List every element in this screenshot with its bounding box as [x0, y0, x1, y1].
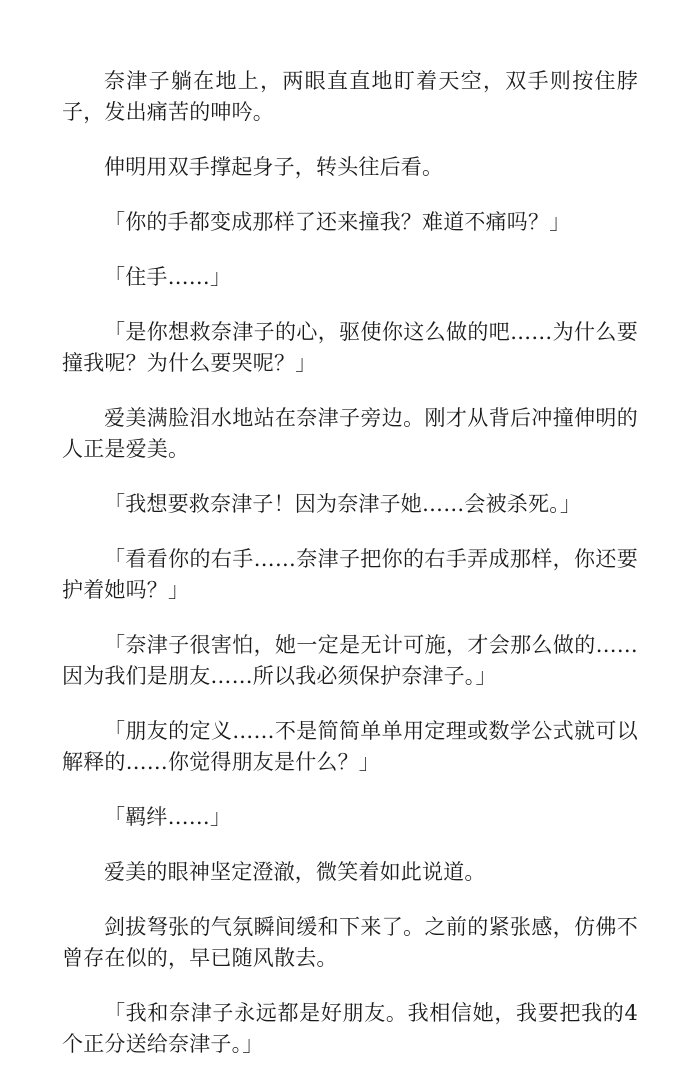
document-page — [62, 66, 638, 1084]
paragraph-8: 「看看你的右手……奈津子把你的右手弄成那样，你还要护着她吗？」 — [62, 547, 638, 602]
paragraph-6: 爱美满脸泪水地站在奈津子旁边。刚才从背后冲撞伸明的人正是爱美。 — [62, 406, 638, 461]
paragraph-11: 「羁绊……」 — [104, 805, 232, 829]
paragraph-10: 「朋友的定义……不是简简单单用定理或数学公式就可以解释的……你觉得朋友是什么？」 — [62, 719, 638, 774]
paragraph-4: 「住手……」 — [104, 265, 232, 289]
paragraph-3: 「你的手都变成那样了还来撞我？难道不痛吗？」 — [104, 210, 571, 234]
paragraph-7: 「我想要救奈津子！因为奈津子她……会被杀死。」 — [104, 492, 582, 516]
paragraph-9: 「奈津子很害怕，她一定是无计可施，才会那么做的……因为我们是朋友……所以我必须保护奈津子。」 — [62, 633, 638, 688]
paragraph-1: 奈津子躺在地上，两眼直直地盯着天空，双手则按住脖子，发出痛苦的呻吟。 — [62, 69, 638, 124]
paragraph-5: 「是你想救奈津子的心，驱使你这么做的吧……为什么要撞我呢？为什么要哭呢？」 — [62, 320, 638, 375]
paragraph-2: 伸明用双手撑起身子，转头往后看。 — [104, 155, 444, 179]
paragraph-14: 「我和奈津子永远都是好朋友。我相信她，我要把我的4个正分送给奈津子。」 — [62, 1001, 638, 1056]
paragraph-12: 爱美的眼神坚定澄澈，微笑着如此说道。 — [104, 860, 486, 884]
paragraph-13: 剑拔弩张的气氛瞬间缓和下来了。之前的紧张感，仿佛不曾存在似的，早已随风散去。 — [62, 915, 638, 970]
